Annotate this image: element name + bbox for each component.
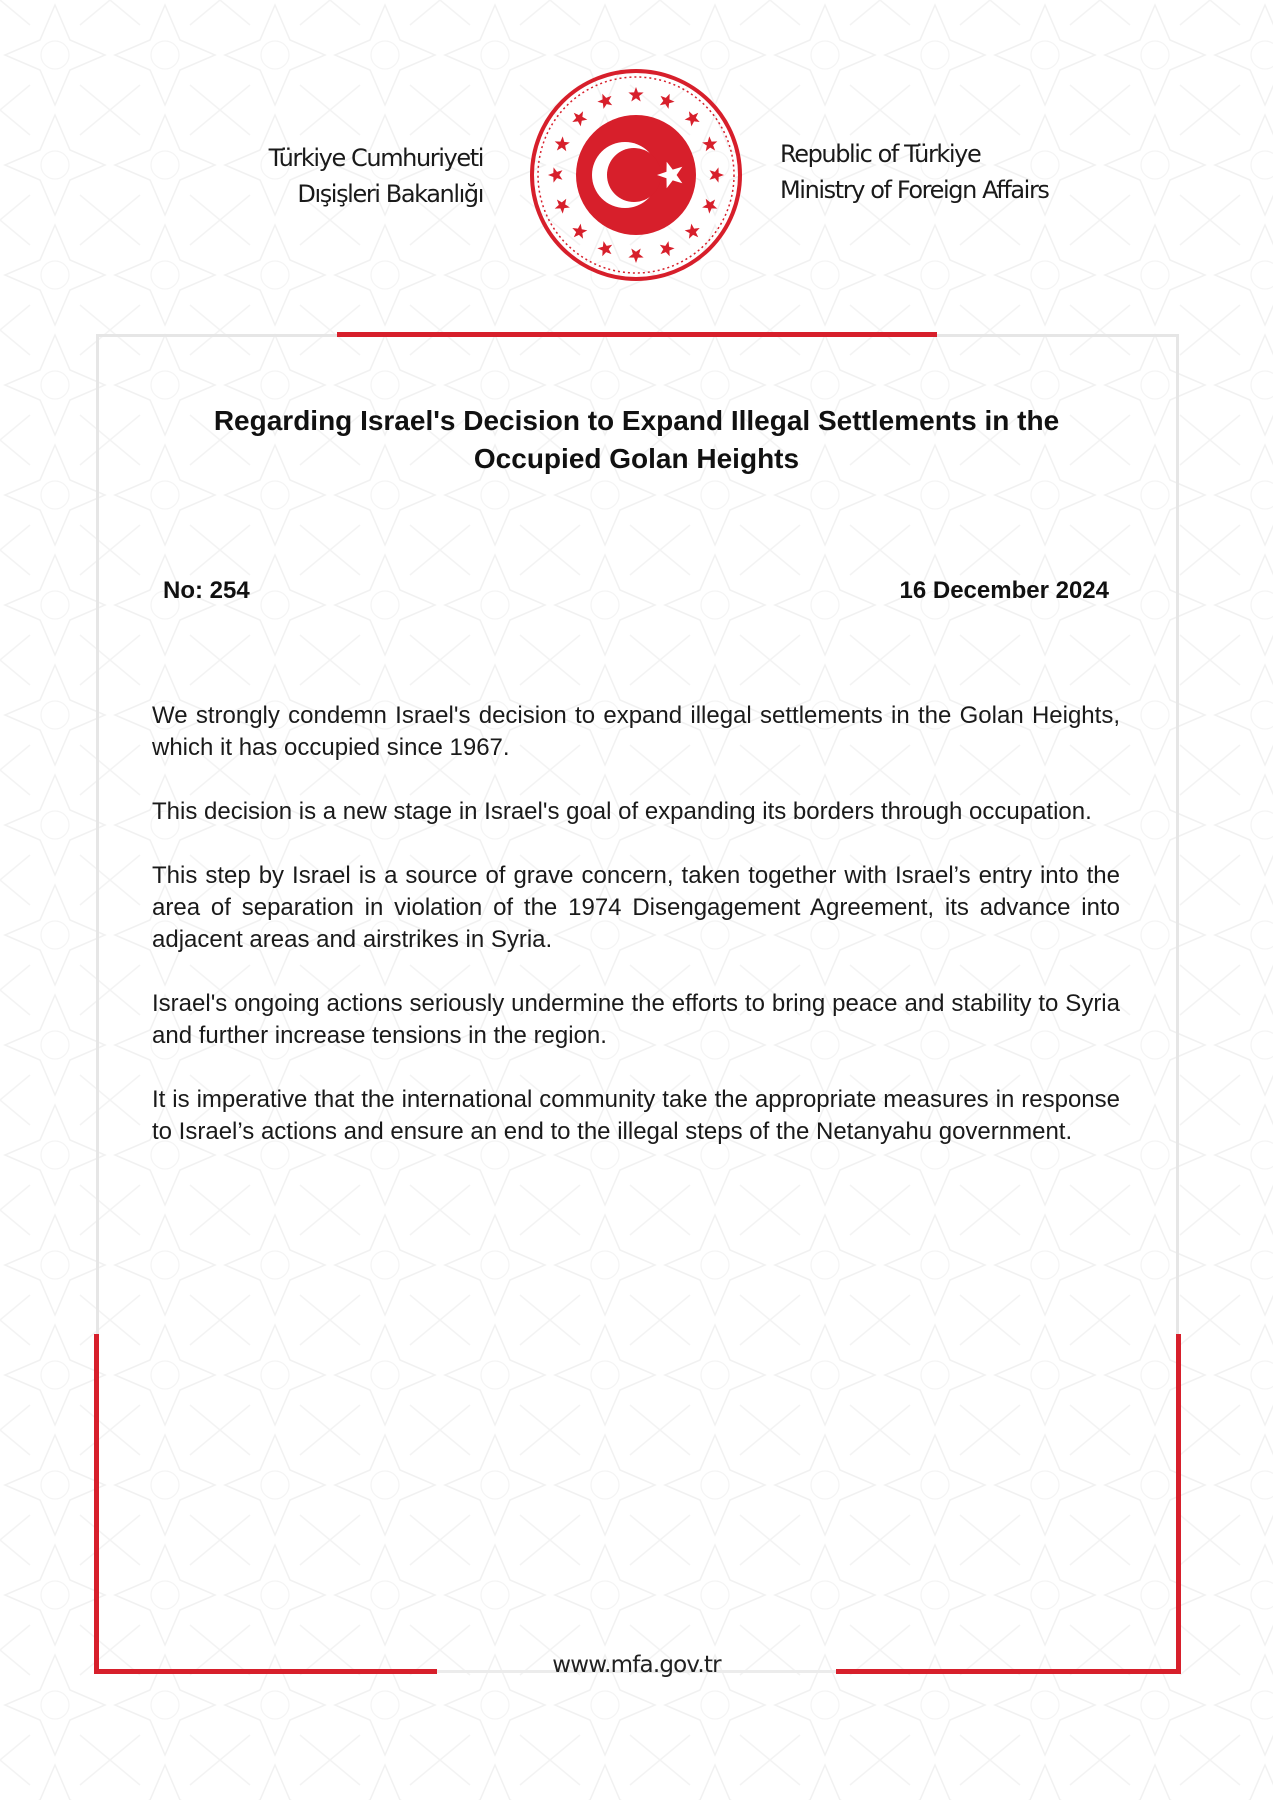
seal-star-icon xyxy=(548,167,562,182)
seal-star-icon xyxy=(572,224,587,239)
paragraph: Israel's ongoing actions seriously undermine the efforts to bring peace and stability to Syria and further increase tensions in the region. xyxy=(152,990,1120,1049)
seal-star-icon xyxy=(685,111,700,126)
frame-bottom-right-accent xyxy=(836,1669,1181,1674)
header-turkish-line1: Türkiye Cumhuriyeti xyxy=(268,144,483,172)
seal-star-icon xyxy=(628,249,643,263)
paragraph: This decision is a new stage in Israel's goal of expanding its borders through occupation. xyxy=(152,798,1092,825)
paragraph: It is imperative that the international community take the appropriate measures in response to Israel’s actions and ensure an end to the illegal steps of the Netanyahu government. xyxy=(152,1086,1120,1145)
seal-star-icon xyxy=(702,199,717,214)
seal-star-icon xyxy=(572,111,587,126)
header-turkish-line2: Dışişleri Bakanlığı xyxy=(297,180,483,208)
frame-left-accent xyxy=(94,1334,99,1674)
seal-star-icon xyxy=(628,87,643,101)
seal-star-icon xyxy=(710,167,724,182)
turkish-presidential-seal-icon xyxy=(526,65,746,285)
paragraph: We strongly condemn Israel's decision to expand illegal settlements in the Golan Heights, which it has occupied since 1967. xyxy=(152,702,1120,761)
seal-star-icon xyxy=(555,199,570,214)
frame-bottom-left-accent xyxy=(94,1669,437,1674)
document-date: 16 December 2024 xyxy=(899,577,1109,604)
frame-right-accent xyxy=(1176,1334,1181,1674)
frame-top-accent xyxy=(337,332,937,337)
header-english-line2: Ministry of Foreign Affairs xyxy=(780,176,1049,204)
seal-star-icon xyxy=(597,94,612,109)
statement-body xyxy=(152,700,1120,1180)
page-title xyxy=(160,402,1113,478)
frame-left-border xyxy=(96,334,99,1334)
document-number: No: 254 xyxy=(163,577,250,604)
footer-website-link[interactable]: www.mfa.gov.tr xyxy=(552,1652,721,1678)
seal-star-icon xyxy=(597,241,612,256)
seal-star-icon xyxy=(702,136,717,151)
seal-star-icon xyxy=(555,136,570,151)
header-turkish-name xyxy=(250,140,483,212)
page-title-line2: Occupied Golan Heights xyxy=(473,443,800,474)
paragraph: This step by Israel is a source of grave concern, taken together with Israel’s entry into the area of separation in violation of the 1974 Disengagement Agreement, its advance into adjacent areas and airstrikes in Syria. xyxy=(152,862,1120,953)
page-title-line1: Regarding Israel's Decision to Expand Illegal Settlements in the xyxy=(213,405,1060,436)
seal-star-icon xyxy=(660,241,675,256)
header-english-name xyxy=(780,136,1100,208)
header-english-line1: Republic of Türkiye xyxy=(780,140,981,168)
frame-right-border xyxy=(1176,334,1179,1334)
seal-star-icon xyxy=(660,94,675,109)
seal-star-icon xyxy=(685,224,700,239)
